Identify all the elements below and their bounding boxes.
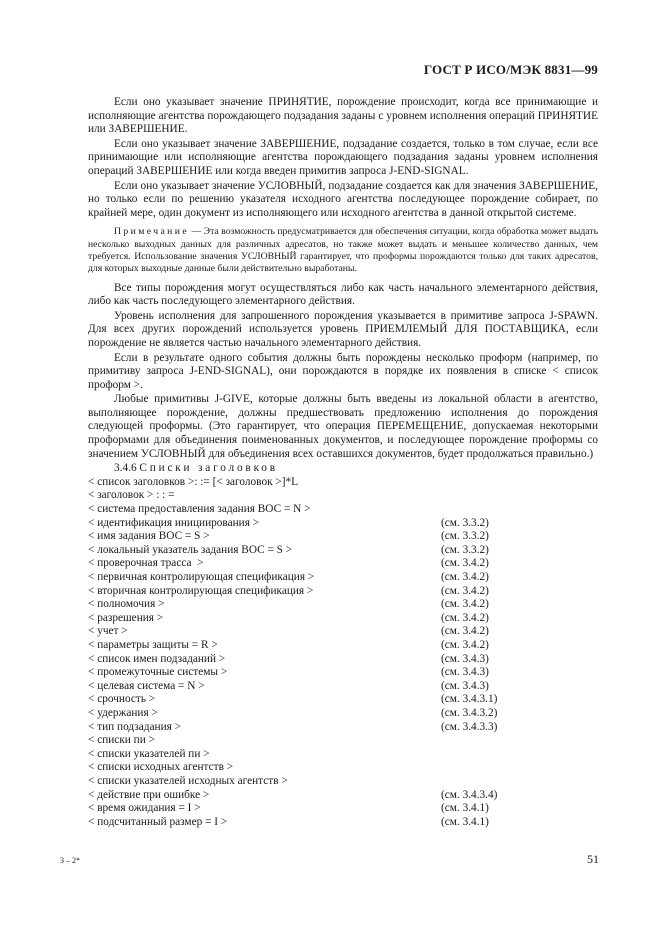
list-item [88,598,598,612]
section-heading [88,462,598,476]
list-item-reference: (см. 3.4.1) [441,815,489,828]
section-number: 3.4.6 [114,462,137,475]
page-number: 51 [587,852,599,866]
list-item-text: < учет > [88,625,128,638]
list-item [88,639,598,653]
list-item [88,653,598,667]
note-text: — Эта возможность предусматривается для обеспечения ситуации, когда обработка может выдать несколько выходных данных для различных адресатов, но также может выдать и меньшее количество данных, чем требуется. Использование значения УСЛОВНЫЙ гарантирует, что проформы порождаются только для таких адресатов, для которых выходные данные были действительно выработаны. [88,226,598,275]
list-item-text: < удержания > [88,706,158,719]
list-item-text: < целевая система = N > [88,679,205,692]
list-item-text: < вторичная контролирующая спецификация > [88,584,314,597]
list-item-reference: (см. 3.4.1) [441,802,489,815]
list-item-text: < параметры защиты = R > [88,638,218,651]
list-item-text: < срочность > [88,693,156,706]
list-item-text: < проверочная трасса > [88,557,204,570]
list-item-text: < действие при ошибке > [88,788,210,801]
list-item-reference: (см. 3.4.3.4) [441,788,498,801]
paragraph: Любые примитивы J-GIVE, которые должны быть введены из локальной области в агентство, выполняющее порождение, должны предшествовать предложению исполнения до порождения следующей проформы. (Это гарантирует, что операция ПЕРЕМЕЩЕНИЕ, допускаемая некоторыми проформами для объединения поименованных документов, и последующее порождение проформы со значением УСЛОВНЫЙ для объединения всех оставшихся документов, будет продолжаться правильно.) [88,393,598,460]
list-item [88,530,598,544]
list-item [88,707,598,721]
paragraph: Если оно указывает значение ЗАВЕРШЕНИЕ, подзадание создается, только в том случае, если все принимающие или исполняющие агентства порождающего подзадания заданы уровнем исполнения операций ЗАВЕРШЕНИЕ или когда введен примитив запроса J-END-SIGNAL. [88,137,598,177]
list-item [88,571,598,585]
list-item-reference: (см. 3.4.2) [441,557,489,570]
list-item-text: < локальный указатель задания ВОС = S > [88,543,293,556]
list-item-text: < списки пи > [88,734,155,747]
page-header-title: ГОСТ Р ИСО/МЭК 8831—99 [423,62,598,77]
list-item-reference: (см. 3.4.2) [441,571,489,583]
list-item-reference: (см. 3.4.2) [441,625,489,638]
paragraph: Если оно указывает значение ПРИНЯТИЕ, порождение происходит, когда все принимающие и исполняющие агентства порождающего подзадания заданы с уровнем исполнения операций ПРИНЯТИЕ или ЗАВЕРШЕНИЕ. [88,96,598,136]
list-item-text: < список имен подзаданий > [88,652,226,665]
list-item [88,503,598,517]
list-item [88,517,598,531]
list-item-reference: (см. 3.4.3) [441,666,489,679]
list-item [88,802,598,816]
list-item-reference: (см. 3.4.2) [441,611,489,624]
list-item-reference: (см. 3.4.3.2) [441,706,498,719]
list-item-text: < система предоставления задания ВОС = N > [88,503,311,516]
list-item [88,585,598,599]
list-item [88,789,598,803]
paragraph: Если оно указывает значение УСЛОВНЫЙ, подзадание создается как для значения ЗАВЕРШЕНИЕ, но только если по решению указателя исходного агентства последующее порождение собирает, по крайней мере, один документ из исполняющего или исходного агентства в данной открытой системе. [88,179,598,219]
list-item-text: < полномочия > [88,598,165,611]
list-item-reference: (см. 3.4.2) [441,598,489,611]
list-item-reference: (см. 3.4.3) [441,652,489,665]
list-item [88,693,598,707]
paragraph: Все типы порождения могут осуществляться либо как часть начального элементарного действия, либо как часть последующего элементарного действия. [88,281,598,308]
footer-signature: 3 – 2* [60,856,80,865]
list-item-text: < имя задания ВОС = S > [88,530,210,543]
list-item [88,721,598,735]
list-item [88,544,598,558]
paragraph: Если в результате одного события должны быть порождены несколько проформ (например, по примитиву запроса J-END-SIGNAL), они порождаются в порядке их появления в списке < список проформ >. [88,351,598,391]
list-item [88,775,598,789]
list-item-reference: (см. 3.4.3.3) [441,720,498,733]
definition-line: < список заголовков >: := [< заголовок >]*L [88,475,299,488]
list-item-reference: (см. 3.3.2) [441,516,489,529]
list-item-reference: (см. 3.4.3) [441,679,489,692]
list-item [88,748,598,762]
list-item-text: < промежуточные системы > [88,666,228,679]
definition-line: < заголовок > : : = [88,489,175,502]
list-item [88,761,598,775]
list-item-text: < первичная контролирующая спецификация > [88,571,315,583]
list-item [88,816,598,830]
list-item-reference: (см. 3.4.2) [441,584,489,597]
list-item [88,625,598,639]
list-item [88,734,598,748]
list-item-reference: (см. 3.3.2) [441,530,489,543]
page-content [88,96,598,829]
list-item-reference: (см. 3.4.2) [441,638,489,651]
paragraph: Уровень исполнения для запрошенного порождения указывается в примитиве запроса J-SPAWN. Для всех других порождений используется уровень ПРИЕМЛЕМЫЙ ДЛЯ ПОСТАВЩИКА, если порождение не является частью начального элементарного действия. [88,309,598,349]
list-item-text: < разрешения > [88,611,164,624]
note-label: Примечание [114,226,190,238]
list-item [88,666,598,680]
list-item [88,612,598,626]
list-item-text: < идентификация инициирования > [88,516,260,529]
list-item-text: < подсчитанный размер = I > [88,815,228,828]
list-item-text: < списки указателей пи > [88,747,210,760]
list-item-text: < тип подзадания > [88,720,182,733]
list-item-text: < списки исходных агентств > [88,761,234,774]
note [88,226,598,275]
list-item-text: < время ожидания = I > [88,802,201,815]
list-item-reference: (см. 3.3.2) [441,543,489,556]
list-item [88,557,598,571]
list-item-reference: (см. 3.4.3.1) [441,693,498,706]
section-title: Списки заголовков [139,462,278,475]
list-item-text: < списки указателей исходных агентств > [88,774,288,787]
list-item [88,680,598,694]
header-list [88,503,598,829]
